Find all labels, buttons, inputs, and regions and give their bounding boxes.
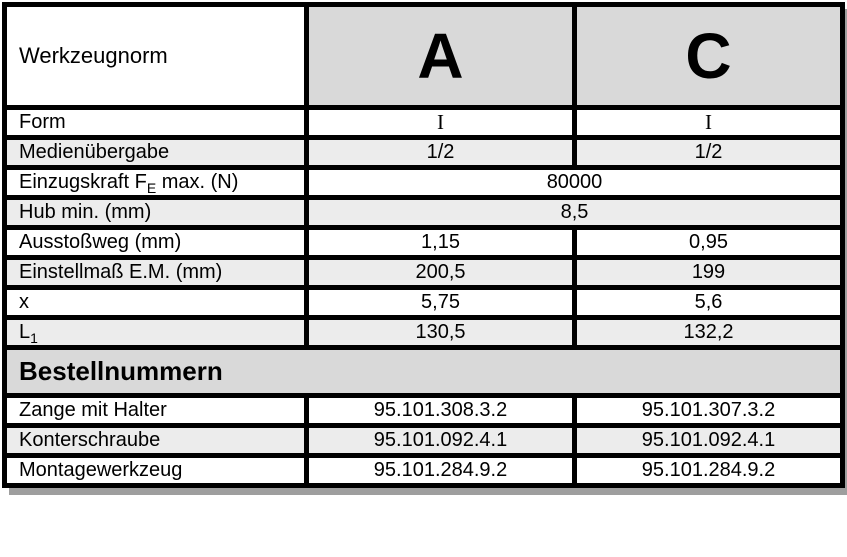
header-row (5, 5, 843, 108)
table-row (5, 228, 843, 258)
table-row (5, 168, 843, 198)
table-row (5, 456, 843, 486)
row-label (5, 318, 307, 348)
section-row (5, 348, 843, 396)
table-row (5, 426, 843, 456)
value-cell: 132,2 (575, 318, 843, 348)
label-text: Zange mit Halter (19, 399, 167, 421)
row-label (5, 426, 307, 456)
table-row (5, 138, 843, 168)
label-text: Einzugskraft F (19, 171, 147, 193)
table-row (5, 318, 843, 348)
value-cell: 130,5 (307, 318, 575, 348)
value-cell: I (575, 108, 843, 138)
row-label (5, 198, 307, 228)
row-label (5, 258, 307, 288)
label-text: Ausstoßweg (mm) (19, 231, 182, 253)
value-cell: 1,15 (307, 228, 575, 258)
value-cell: 95.101.092.4.1 (307, 426, 575, 456)
label-text: x (19, 291, 29, 313)
row-label (5, 108, 307, 138)
value-cell: 95.101.284.9.2 (575, 456, 843, 486)
label-text: L (19, 321, 31, 343)
value-cell: 95.101.308.3.2 (307, 396, 575, 426)
value-cell: 1/2 (575, 138, 843, 168)
value-cell: 200,5 (307, 258, 575, 288)
row-label (5, 228, 307, 258)
table-body (5, 108, 843, 486)
label-text: Medienübergabe (19, 141, 170, 163)
value-cell: 95.101.284.9.2 (307, 456, 575, 486)
row-label (5, 396, 307, 426)
value-cell: 8,5 (307, 198, 843, 228)
column-header-a: A (307, 5, 575, 108)
row-label (5, 138, 307, 168)
label-text: Konterschraube (19, 429, 161, 451)
label-text: Einstellmaß E.M. (mm) (19, 261, 223, 283)
table-row (5, 396, 843, 426)
label-subscript: E (146, 180, 157, 196)
value-cell: 95.101.307.3.2 (575, 396, 843, 426)
table-row (5, 258, 843, 288)
label-text: Form (19, 111, 66, 133)
row-label (5, 288, 307, 318)
table-title: Werkzeugnorm (5, 5, 307, 108)
section-header: Bestellnummern (5, 348, 843, 396)
row-label (5, 456, 307, 486)
column-header-c: C (575, 5, 843, 108)
table-row (5, 288, 843, 318)
value-cell: 80000 (307, 168, 843, 198)
value-cell: 199 (575, 258, 843, 288)
value-cell: 0,95 (575, 228, 843, 258)
label-text: Montagewerkzeug (19, 459, 183, 481)
row-label (5, 168, 307, 198)
value-cell: 1/2 (307, 138, 575, 168)
value-cell: I (307, 108, 575, 138)
label-subscript: 1 (30, 330, 38, 346)
value-cell: 95.101.092.4.1 (575, 426, 843, 456)
label-text: max. (N) (156, 171, 239, 193)
value-cell: 5,75 (307, 288, 575, 318)
label-text: Hub min. (mm) (19, 201, 152, 223)
table-row (5, 108, 843, 138)
value-cell: 5,6 (575, 288, 843, 318)
spec-table (2, 2, 845, 488)
table-row (5, 198, 843, 228)
